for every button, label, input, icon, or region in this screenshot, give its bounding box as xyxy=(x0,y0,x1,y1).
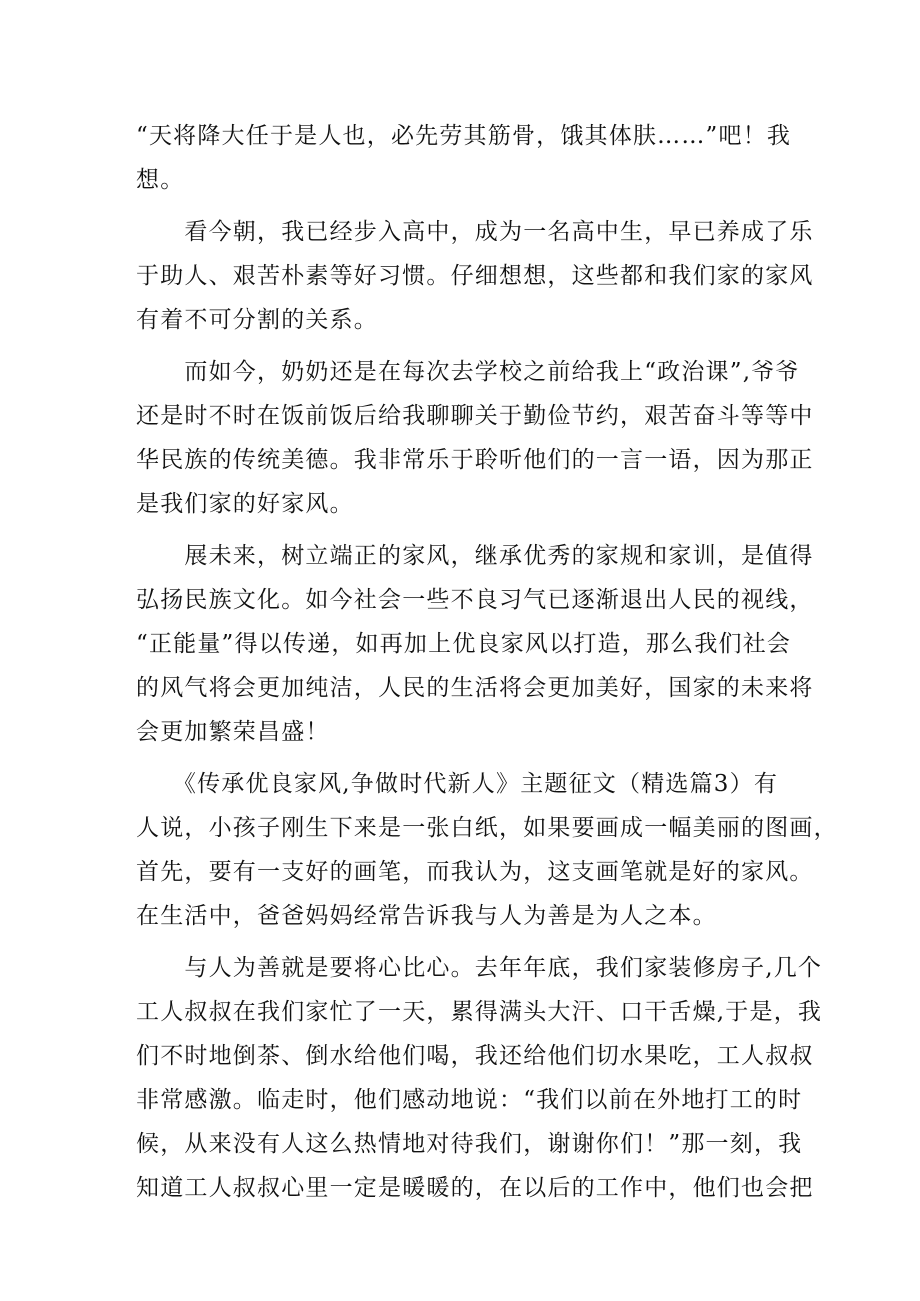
paragraph-6 xyxy=(136,946,823,1210)
text-line: “天将降大任于是人也，必先劳其筋骨，饿其体肤……”吧！我 xyxy=(136,123,792,149)
text-line: 于助人、艰苦朴素等好习惯。仔细想想，这些都和我们家的家风 xyxy=(136,263,814,289)
text-line: 会更加繁荣昌盛！ xyxy=(136,719,330,745)
text-line: 是我们家的好家风。 xyxy=(136,491,354,517)
paragraph-3 xyxy=(136,350,814,526)
essay-body xyxy=(136,114,838,1210)
text-line: 与人为善就是要将心比心。去年年底，我们家装修房子,几个 xyxy=(136,955,823,981)
text-line: 首先，要有一支好的画笔，而我认为，这支画笔就是好的家风。 xyxy=(136,859,814,885)
text-line: 还是时不时在饭前饭后给我聊聊关于勤俭节约，艰苦奋斗等等中 xyxy=(136,403,814,429)
text-line: 看今朝，我已经步入高中，成为一名高中生，早已养成了乐 xyxy=(136,219,814,245)
text-line: 有着不可分割的关系。 xyxy=(136,307,378,333)
paragraph-5 xyxy=(136,762,838,938)
text-line: 知道工人叔叔心里一定是暖暖的，在以后的工作中，他们也会把 xyxy=(136,1175,814,1201)
text-line: 华民族的传统美德。我非常乐于聆听他们的一言一语，因为那正 xyxy=(136,447,814,473)
text-line: 展未来，树立端正的家风，继承优秀的家规和家训，是值得 xyxy=(136,543,814,569)
text-line: 人说，小孩子刚生下来是一张白纸，如果要画成一幅美丽的图画， xyxy=(136,815,838,841)
text-line: 想。 xyxy=(136,167,185,193)
paragraph-1 xyxy=(136,114,796,202)
text-line: 们不时地倒茶、倒水给他们喝，我还给他们切水果吃，工人叔叔 xyxy=(136,1043,814,1069)
text-line: 工人叔叔在我们家忙了一天，累得满头大汗、口干舌燥,于是，我 xyxy=(136,999,823,1025)
paragraph-2 xyxy=(136,210,814,342)
text-line: 的风气将会更加纯洁，人民的生活将会更加美好，国家的未来将 xyxy=(136,675,814,701)
text-line: 非常感激。临走时，他们感动地说：“我们以前在外地打工的时 xyxy=(136,1087,803,1113)
text-line: “正能量”得以传递，如再加上优良家风以打造，那么我们社会 xyxy=(136,631,792,657)
text-line: 在生活中，爸爸妈妈经常告诉我与人为善是为人之本。 xyxy=(136,903,717,929)
text-line: 候，从来没有人这么热情地对待我们，谢谢你们！”那一刻，我 xyxy=(136,1131,803,1157)
text-line: 弘扬民族文化。如今社会一些不良习气已逐渐退出人民的视线， xyxy=(136,587,814,613)
paragraph-4 xyxy=(136,534,814,754)
text-line: 而如今，奶奶还是在每次去学校之前给我上“政治课”,爷爷 xyxy=(136,359,800,385)
text-line: 《传承优良家风,争做时代新人》主题征文（精选篇3）有 xyxy=(136,771,779,797)
